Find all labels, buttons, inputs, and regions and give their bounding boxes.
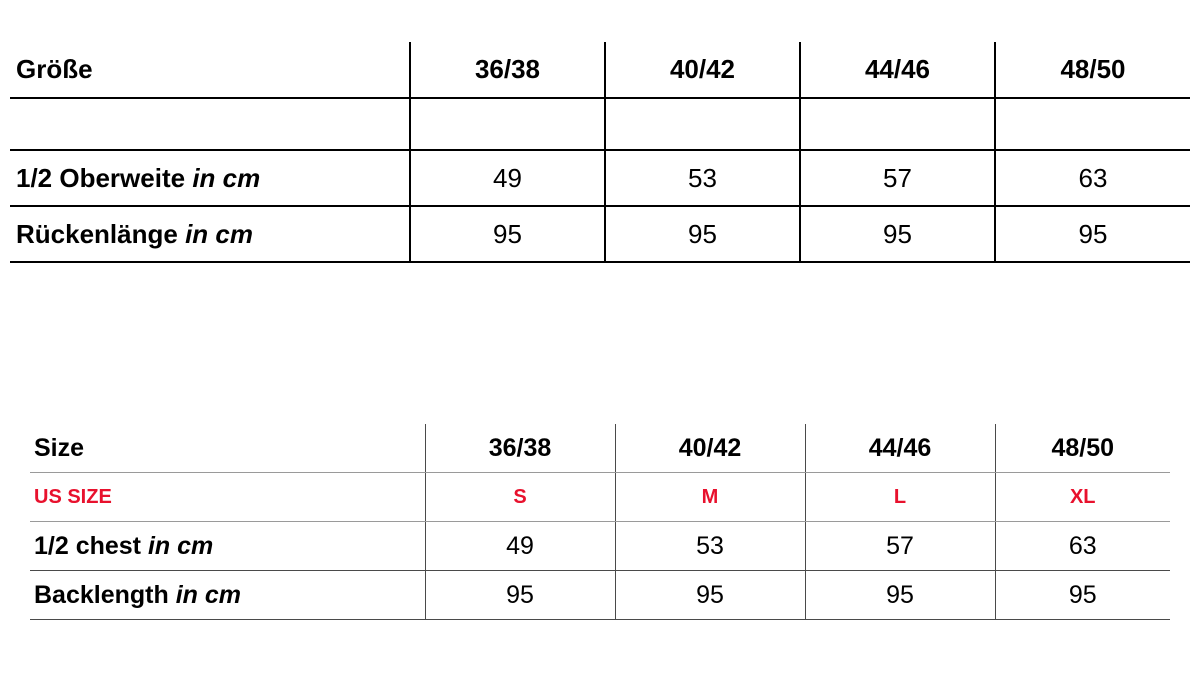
- en-us-size-value-3: XL: [995, 473, 1170, 522]
- table-row: [10, 42, 1190, 98]
- de-row-0-label-main: 1/2 Oberweite: [16, 162, 186, 193]
- table-row: [10, 150, 1190, 206]
- de-blank-label: [10, 98, 410, 150]
- en-header-size-1: 40/42: [615, 424, 805, 473]
- en-row-1-label-main: Backlength: [34, 580, 169, 609]
- table-row-spacer: [10, 98, 1190, 150]
- size-table-english: [30, 424, 1170, 620]
- de-blank-cell-1: [605, 98, 800, 150]
- de-row-1-label-unit: in cm: [185, 218, 253, 249]
- en-row-0-value-2: 57: [805, 522, 995, 571]
- de-row-1-value-2: 95: [800, 206, 995, 262]
- de-header-label: Größe: [10, 42, 410, 98]
- en-row-0-value-3: 63: [995, 522, 1170, 571]
- de-row-0-value-0: 49: [410, 150, 605, 206]
- de-header-size-2: 44/46: [800, 42, 995, 98]
- en-row-0-value-1: 53: [615, 522, 805, 571]
- en-header-size-2: 44/46: [805, 424, 995, 473]
- de-blank-cell-0: [410, 98, 605, 150]
- en-header-size-0: 36/38: [425, 424, 615, 473]
- table-row-us-size: [30, 473, 1170, 522]
- de-blank-cell-2: [800, 98, 995, 150]
- en-row-1-label: [30, 571, 425, 620]
- size-table-german: [10, 42, 1190, 263]
- de-header-size-1: 40/42: [605, 42, 800, 98]
- en-row-1-value-2: 95: [805, 571, 995, 620]
- table-row: [30, 571, 1170, 620]
- en-row-0-label-unit: in cm: [147, 531, 214, 560]
- de-row-1-value-3: 95: [995, 206, 1190, 262]
- table-row: [10, 206, 1190, 262]
- de-row-0-label-unit: in cm: [192, 162, 261, 193]
- en-row-0-label: [30, 522, 425, 571]
- en-row-1-label-unit: in cm: [175, 580, 242, 609]
- de-row-1-label-main: Rückenlänge: [16, 218, 178, 249]
- en-header-label: Size: [30, 424, 425, 473]
- de-header-size-0: 36/38: [410, 42, 605, 98]
- de-row-0-value-2: 57: [800, 150, 995, 206]
- en-row-1-value-0: 95: [425, 571, 615, 620]
- en-us-size-label: US SIZE: [30, 473, 425, 522]
- en-us-size-value-0: S: [425, 473, 615, 522]
- de-row-0-label: [10, 150, 410, 206]
- de-header-size-3: 48/50: [995, 42, 1190, 98]
- en-row-1-value-1: 95: [615, 571, 805, 620]
- de-row-1-value-1: 95: [605, 206, 800, 262]
- en-us-size-value-1: M: [615, 473, 805, 522]
- de-row-0-value-1: 53: [605, 150, 800, 206]
- table-row: [30, 522, 1170, 571]
- de-blank-cell-3: [995, 98, 1190, 150]
- en-us-size-value-2: L: [805, 473, 995, 522]
- en-row-0-label-main: 1/2 chest: [34, 531, 142, 560]
- en-row-1-value-3: 95: [995, 571, 1170, 620]
- de-row-1-value-0: 95: [410, 206, 605, 262]
- de-row-0-value-3: 63: [995, 150, 1190, 206]
- en-header-size-3: 48/50: [995, 424, 1170, 473]
- table-row: [30, 424, 1170, 473]
- de-row-1-label: [10, 206, 410, 262]
- en-row-0-value-0: 49: [425, 522, 615, 571]
